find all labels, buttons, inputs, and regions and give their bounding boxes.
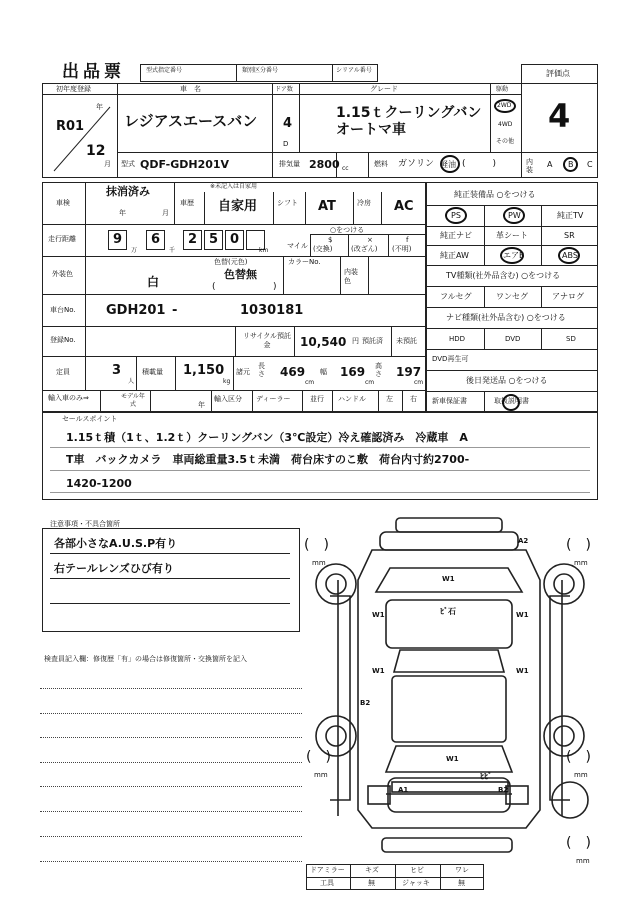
navi-sd: SD	[566, 335, 576, 343]
equip-sr: SR	[564, 231, 575, 240]
shift-value: AT	[318, 199, 336, 214]
equip-leather: 革シート	[496, 231, 528, 240]
drive-2wd-circle	[494, 99, 516, 113]
history-value: 自家用	[218, 199, 258, 214]
damage-w1-rear: W1	[446, 755, 459, 763]
notes-line2: 右テールレンズひび有り	[54, 562, 174, 575]
mileage-digit-3: 2	[183, 230, 202, 250]
interior-a: A	[547, 160, 553, 169]
handle-right: 右	[410, 395, 417, 403]
damage-w1-left-rear: W1	[372, 667, 385, 675]
tire-mm-rl: mm	[314, 771, 328, 779]
damage-w1-left-front: W1	[372, 611, 385, 619]
width-value: 169	[340, 365, 366, 379]
bottom-kizu: キズ	[365, 866, 379, 874]
chassis-number: 1030181	[240, 303, 304, 318]
inspection-label: 車検	[56, 199, 70, 207]
length-unit: cm	[305, 379, 315, 386]
cc-unit: cc	[342, 165, 349, 172]
later-manual-circle	[502, 394, 520, 411]
tire-mm-fr: mm	[574, 559, 588, 567]
tv-analog: アナログ	[552, 292, 584, 301]
handle-label: ハンドル	[338, 395, 366, 403]
inspection-year: 年	[119, 209, 126, 217]
mile-x: ×	[367, 236, 373, 244]
width-unit: cm	[365, 379, 375, 386]
length-value: 469	[280, 365, 306, 379]
fuel-gasoline: ガソリン	[398, 159, 435, 169]
damage-b2-left: B2	[360, 699, 371, 707]
sales-line1: 1.15ｔ積（1ｔ、1.2ｔ）クーリングバン（3℃設定）冷え確認済み 冷蔵車 A	[66, 431, 468, 444]
import-category-label: 輸入区分	[214, 395, 242, 403]
deposited: 預託済	[362, 337, 383, 345]
chassis-dash: -	[172, 303, 178, 318]
equip-ps: PS	[451, 211, 461, 220]
shift-label: シフト	[277, 199, 298, 207]
model-cert-label: 型式指定番号	[146, 67, 183, 74]
equip-abs-circle	[558, 247, 580, 264]
import-year-unit: 年	[198, 401, 205, 409]
recycle-value: 10,540	[300, 335, 347, 349]
height-unit: cm	[414, 379, 424, 386]
mile-label: マイル	[287, 242, 308, 250]
handle-left: 左	[386, 395, 393, 403]
chassis-label: 車台No.	[50, 306, 76, 314]
color-value: 白	[147, 275, 160, 289]
damage-crack: ﾋﾋﾞ	[480, 772, 492, 781]
equip-abs: ABS	[562, 251, 578, 260]
drive-2wd: 2WD	[497, 102, 512, 109]
import-parallel: 並行	[310, 395, 324, 403]
score-value: 4	[548, 97, 571, 135]
later-manual: 取扱説明書	[494, 397, 529, 405]
fuel-paren: ( )	[462, 159, 497, 169]
grade-label: グレード	[370, 85, 398, 93]
import-dealer: ディーラー	[256, 395, 291, 403]
mileage-sen: 千	[169, 247, 176, 254]
mile-tampered: (改ざん)	[351, 245, 378, 253]
notes-label: 注意事項・不具合箇所	[50, 520, 120, 528]
tv-type-title: TV種類(社外品含む) ○をつける	[446, 271, 561, 280]
equip-ps-circle	[445, 207, 467, 224]
navi-dvd: DVD	[505, 335, 521, 343]
later-title: 後日発送品 ○をつける	[466, 376, 548, 385]
bottom-hibi: ヒビ	[410, 866, 424, 874]
tire-bracket-rl: ( )	[306, 749, 331, 765]
model-type: QDF-GDH201V	[140, 158, 230, 171]
score-label: 評価点	[546, 69, 570, 78]
serial-label: シリアル番号	[336, 67, 372, 74]
mile-exchange: (交換)	[313, 245, 333, 253]
width-label: 幅	[320, 368, 327, 376]
mileage-digit-1: 9	[108, 230, 127, 250]
tire-mm-rr: mm	[574, 771, 588, 779]
bottom-jack-none: 無	[458, 879, 465, 887]
mileage-circle-note: ○をつける	[330, 226, 365, 234]
drive-other: その他	[496, 138, 515, 145]
sales-line3: 1420-1200	[66, 477, 132, 490]
tire-mm-fl: mm	[312, 559, 326, 567]
tv-oneseg: ワンセグ	[496, 292, 528, 301]
grade-line2: オートマ車	[336, 122, 406, 138]
color-change-value: 色替無	[224, 268, 257, 281]
regno-label: 登録No.	[50, 336, 76, 344]
front-bumper-shape	[396, 518, 502, 532]
inspector-note: 検査員記入欄：修復歴「有」の場合は修復箇所・交換箇所を記入	[44, 655, 247, 663]
interior-c: C	[587, 160, 593, 169]
wheel-front-left	[316, 564, 356, 604]
recycle-label: リサイクル預託金	[242, 332, 292, 349]
height-value: 197	[396, 365, 422, 379]
car-name: レジアスエースバン	[124, 112, 258, 130]
equip-airbag: エアB	[503, 251, 525, 260]
displacement: 2800	[309, 158, 340, 171]
equip-airbag-circle	[500, 247, 524, 264]
color-paren-right: )	[273, 282, 277, 292]
import-label: 輸入車のみ⇒	[48, 394, 89, 402]
equip-aw: 純正AW	[440, 251, 469, 260]
tv-fullseg: フルセグ	[440, 292, 472, 301]
sales-point-label: セールスポイント	[62, 415, 118, 423]
damage-stone-chip: ﾋﾞ石	[440, 607, 456, 616]
spec-label: 諸元	[236, 368, 250, 376]
equip-navi: 純正ナビ	[440, 231, 472, 240]
mileage-digit-2: 6	[146, 230, 165, 250]
inspection-value: 抹消済み	[106, 185, 150, 198]
reg-era: R01	[56, 119, 85, 134]
tire-bracket-spare: ( )	[566, 835, 591, 851]
capacity-unit: 人	[128, 378, 135, 385]
sales-line2: T車 バックカメラ 車両総重量3.5ｔ未満 荷台床すのこ敷 荷台内寸約2700-	[66, 453, 470, 466]
drive-label: 駆動	[496, 86, 509, 93]
page-title: 出品票	[62, 62, 125, 82]
mile-f: f	[406, 236, 409, 244]
year-unit: 年	[96, 103, 103, 111]
drive-4wd: 4WD	[498, 121, 513, 128]
mileage-man: 万	[131, 247, 138, 254]
model-year-label: モデル年式	[121, 393, 145, 408]
grade-line1: 1.15ｔクーリングバン	[336, 105, 482, 121]
fuel-label: 燃料	[374, 160, 388, 168]
mileage-digit-5: 0	[225, 230, 244, 250]
bottom-jack: ジャッキ	[402, 879, 430, 887]
mile-unknown: (不明)	[392, 245, 412, 253]
mileage-digit-4: 5	[204, 230, 223, 250]
damage-a1: A1	[398, 786, 409, 794]
door-unit: D	[283, 140, 289, 148]
damage-w1-right-front: W1	[516, 611, 529, 619]
reg-label: 初年度登録	[56, 85, 91, 93]
length-label: 長さ	[258, 362, 265, 378]
tire-mm-spare: mm	[576, 857, 590, 865]
equip-pw-circle	[503, 207, 525, 224]
capacity-value: 3	[112, 363, 122, 378]
load-unit: kg	[223, 378, 231, 385]
equip-tv: 純正TV	[557, 211, 584, 220]
tire-bracket-fl: ( )	[304, 537, 329, 553]
color-label: 外装色	[52, 270, 73, 278]
color-no-label: カラーNo.	[288, 258, 321, 266]
damage-b2-rear: B2	[498, 786, 509, 794]
bottom-ware: ワレ	[455, 866, 469, 874]
fuel-diesel: 軽油	[440, 160, 456, 169]
dvd-play: DVD再生可	[432, 355, 469, 363]
doors-label: ドア数	[275, 86, 293, 93]
displacement-label: 排気量	[279, 160, 300, 168]
mile-dollar: $	[328, 236, 333, 244]
wheel-front-right	[544, 564, 584, 604]
notes-line1: 各部小さなA.U.S.P有り	[54, 537, 178, 550]
history-label: 車歴	[180, 199, 194, 207]
equip-pw: PW	[508, 211, 521, 220]
fuel-diesel-circle	[440, 155, 460, 173]
tire-bracket-rr: ( )	[566, 749, 591, 765]
ac-label: 冷房	[357, 199, 371, 207]
mileage-label: 走行距離	[48, 235, 76, 243]
equip-title: 純正装備品 ○をつける	[454, 190, 536, 199]
inspection-month: 月	[162, 209, 169, 217]
tire-bracket-fr: ( )	[566, 537, 591, 553]
private-note: ※未記入は自家用	[210, 183, 258, 190]
recycle-unit: 円	[352, 337, 359, 345]
month-unit: 月	[104, 160, 111, 168]
bottom-tools-none: 無	[368, 879, 375, 887]
interior-b: B	[568, 160, 574, 169]
navi-hdd: HDD	[449, 335, 466, 343]
later-warranty: 新車保証書	[432, 397, 467, 405]
navi-type-title: ナビ種類(社外品含む) ○をつける	[446, 313, 566, 322]
bottom-tools: 工具	[320, 879, 334, 887]
door-count: 4	[283, 116, 293, 131]
ac-value: AC	[394, 199, 414, 214]
height-label: 高さ	[375, 362, 382, 378]
reg-month: 12	[86, 143, 106, 159]
damage-w1-hood: W1	[442, 575, 455, 583]
interior-b-circle	[563, 157, 578, 172]
interior-label: 内装	[526, 158, 533, 174]
damage-w1-right-rear: W1	[516, 667, 529, 675]
color-change-label: 色替(元色)	[214, 258, 248, 266]
damage-a2: A2	[518, 537, 529, 545]
capacity-label: 定員	[56, 368, 70, 376]
interior-color-label: 内装色	[344, 268, 358, 285]
load-value: 1,150	[183, 363, 225, 378]
car-name-label: 車 名	[180, 85, 201, 93]
vehicle-details-table	[42, 182, 426, 412]
chassis-prefix: GDH201	[106, 303, 166, 318]
bottom-mirror: ドアミラー	[310, 866, 345, 874]
load-label: 積載量	[142, 368, 163, 376]
category-label: 類別区分番号	[242, 67, 279, 74]
type-label: 型式	[121, 160, 135, 168]
color-paren-left: (	[212, 282, 216, 292]
not-deposited: 未預託	[396, 337, 417, 345]
mileage-km: km	[259, 247, 269, 254]
